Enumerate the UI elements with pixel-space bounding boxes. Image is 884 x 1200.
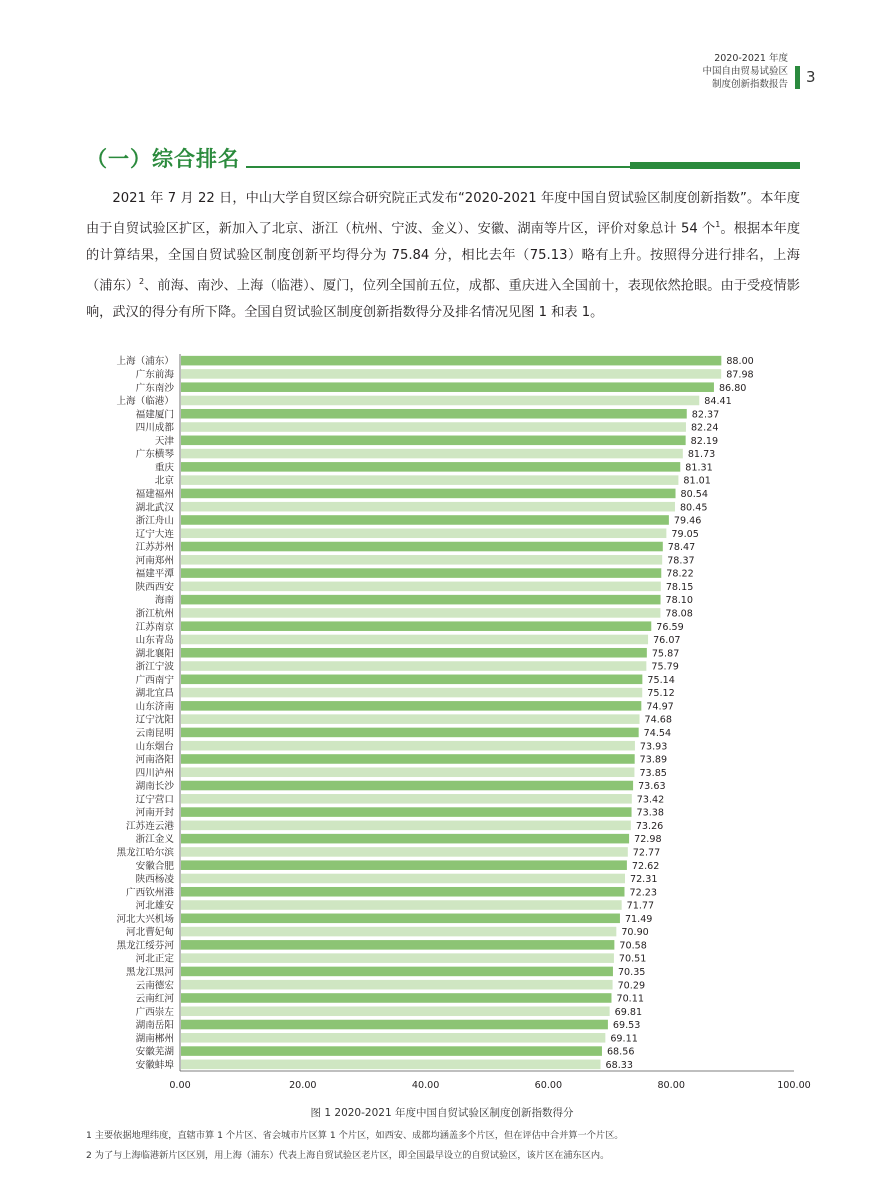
footnote-1: 1 主要依据地理纬度，直辖市算 1 个片区、省会城市片区算 1 个片区，如西安、成都均涵盖多个片区，但在评估中合并算一个片区。 — [86, 1130, 624, 1141]
category-label: 湖南郴州 — [135, 1033, 174, 1045]
header-report-line: 中国自由贸易试验区 — [702, 66, 788, 77]
category-label: 福建平潭 — [135, 568, 174, 580]
bar — [181, 940, 614, 950]
category-label: 福建福州 — [135, 489, 174, 501]
bar — [181, 475, 678, 485]
value-label: 71.49 — [624, 913, 653, 925]
value-label: 73.89 — [639, 754, 668, 766]
category-label: 云南德宏 — [135, 980, 174, 992]
bar — [181, 953, 614, 963]
value-label: 74.97 — [646, 701, 674, 713]
bar — [181, 648, 647, 658]
value-label: 82.37 — [691, 409, 720, 421]
bar — [181, 754, 635, 764]
category-label: 江苏南京 — [135, 621, 174, 633]
value-label: 69.81 — [614, 1006, 643, 1018]
value-label: 70.35 — [617, 967, 646, 979]
category-label: 重庆 — [154, 462, 174, 474]
category-label: 广西钦州港 — [126, 887, 174, 899]
bar — [181, 688, 642, 698]
bar — [181, 462, 680, 472]
value-label: 75.87 — [651, 648, 680, 660]
x-tick-label: 60.00 — [534, 1080, 563, 1091]
value-label: 86.80 — [718, 382, 747, 394]
bar — [181, 608, 660, 618]
paragraph-text-3: 、前海、南沙、上海（临港）、厦门，位列全国前五位，成都、重庆进入全国前十，表现依然抢眼。由于受疫情影响，武汉的得分有所下降。全国自贸试验区制度创新指数得分及排名情况见图 1 和表 1。 — [86, 278, 800, 320]
category-label: 河北雄安 — [135, 900, 174, 912]
category-label: 浙江金义 — [135, 834, 174, 846]
value-label: 78.15 — [665, 581, 694, 593]
bar — [181, 967, 613, 977]
value-label: 72.98 — [634, 834, 662, 846]
value-label: 70.29 — [617, 980, 646, 992]
category-label: 辽宁营口 — [135, 794, 174, 806]
category-label: 浙江宁波 — [135, 661, 174, 673]
x-tick-label: 20.00 — [289, 1080, 317, 1091]
category-label: 湖南长沙 — [135, 781, 174, 793]
value-label: 72.31 — [629, 874, 658, 886]
value-label: 70.11 — [616, 993, 644, 1005]
bar — [181, 449, 683, 459]
value-label: 73.63 — [638, 781, 666, 793]
category-label: 河南开封 — [135, 807, 174, 819]
bar — [181, 847, 628, 857]
value-label: 70.51 — [618, 953, 647, 965]
value-label: 78.10 — [665, 595, 694, 607]
bar — [181, 821, 631, 831]
bar — [181, 555, 662, 565]
category-label: 广西崇左 — [135, 1006, 174, 1018]
bar — [181, 409, 687, 419]
bar — [181, 396, 699, 406]
value-label: 76.59 — [656, 621, 684, 633]
category-label: 浙江舟山 — [135, 515, 174, 527]
paragraph-text-2: 。根据本年度的计算结果，全国自贸试验区制度创新平均得分为 75.84 分，相比去年（75.13）略有上升。按照得分进行排名，上海（浦东） — [86, 221, 801, 294]
page-number: 3 — [806, 68, 816, 86]
value-label: 72.23 — [629, 887, 657, 899]
bar — [181, 887, 624, 897]
category-label: 湖北宜昌 — [135, 688, 174, 700]
bar — [181, 728, 639, 738]
category-label: 山东烟台 — [135, 741, 174, 753]
value-label: 75.14 — [647, 674, 675, 686]
bar — [181, 502, 675, 512]
value-label: 81.31 — [685, 462, 713, 474]
category-label: 广西南宁 — [135, 674, 174, 686]
bar — [181, 781, 633, 791]
bar — [181, 369, 721, 379]
value-label: 74.68 — [644, 714, 673, 726]
bar — [181, 528, 666, 538]
value-label: 73.38 — [636, 807, 665, 819]
category-label: 辽宁沈阳 — [135, 714, 174, 726]
x-tick-label: 100.00 — [777, 1080, 811, 1091]
value-label: 71.77 — [626, 900, 655, 912]
bar — [181, 874, 625, 884]
bar — [181, 422, 686, 432]
bar — [181, 980, 613, 990]
category-label: 福建厦门 — [135, 409, 174, 421]
category-label: 黑龙江绥芬河 — [116, 940, 174, 952]
category-label: 广东南沙 — [135, 382, 174, 394]
bar — [181, 382, 714, 392]
bar — [181, 436, 686, 446]
value-label: 73.26 — [635, 820, 664, 832]
category-label: 山东青岛 — [135, 635, 174, 647]
value-label: 76.07 — [653, 635, 681, 647]
bar — [181, 621, 651, 631]
section-title: （一）综合排名 — [86, 147, 240, 171]
bar — [181, 515, 669, 525]
category-label: 北京 — [154, 475, 174, 487]
value-label: 87.98 — [726, 369, 754, 381]
bar — [181, 701, 641, 711]
category-label: 陕西西安 — [135, 581, 174, 593]
bar — [181, 542, 663, 552]
bar — [181, 595, 661, 605]
value-label: 72.77 — [632, 847, 661, 859]
value-label: 80.54 — [680, 489, 708, 501]
bar — [181, 1033, 605, 1043]
category-label: 上海（浦东） — [116, 356, 174, 368]
category-label: 云南红河 — [135, 993, 174, 1005]
value-label: 73.93 — [639, 741, 668, 753]
category-label: 广东前海 — [135, 369, 174, 381]
category-label: 湖北武汉 — [135, 502, 174, 514]
bar — [181, 767, 634, 777]
footnote-2: 2 为了与上海临港新片区区别，用上海（浦东）代表上海自贸试验区老片区，即全国最早设立的自贸试验区，该片区在浦东区内。 — [86, 1150, 610, 1161]
value-label: 80.45 — [679, 502, 708, 514]
bar — [181, 1020, 608, 1030]
category-label: 安徽蚌埠 — [135, 1059, 174, 1071]
bar — [181, 489, 676, 499]
category-label: 辽宁大连 — [135, 528, 174, 540]
category-label: 安徽芜湖 — [135, 1046, 174, 1058]
category-label: 黑龙江哈尔滨 — [116, 847, 174, 859]
category-label: 安徽合肥 — [135, 860, 174, 872]
category-label: 陕西杨凌 — [135, 874, 174, 886]
category-label: 湖南岳阳 — [135, 1020, 174, 1032]
bar — [181, 1046, 602, 1056]
category-label: 山东济南 — [135, 701, 174, 713]
bar — [181, 914, 620, 924]
value-label: 79.46 — [673, 515, 702, 527]
header-year: 2020-2021 年度 — [714, 53, 788, 64]
value-label: 68.56 — [606, 1046, 635, 1058]
bar — [181, 807, 632, 817]
footnote-ref-1[interactable]: 1 — [715, 220, 721, 230]
value-label: 78.47 — [667, 542, 696, 554]
category-label: 河北正定 — [135, 953, 174, 965]
category-label: 湖北襄阳 — [135, 648, 174, 660]
value-label: 84.41 — [704, 396, 732, 408]
value-label: 78.22 — [666, 568, 694, 580]
category-label: 广东横琴 — [135, 449, 174, 461]
category-label: 江苏苏州 — [135, 542, 174, 554]
bar — [181, 1006, 610, 1016]
value-label: 78.08 — [665, 608, 693, 620]
category-label: 河北大兴机场 — [116, 913, 174, 925]
value-label: 81.01 — [683, 475, 711, 487]
header-report-name: 制度创新指数报告 — [711, 79, 788, 90]
bar — [181, 582, 661, 592]
bar — [181, 993, 611, 1003]
category-label: 四川泸州 — [135, 767, 174, 779]
paragraph-text-1: 2021 年 7 月 22 日，中山大学自贸区综合研究院正式发布“2020-2021 年度中国自贸试验区制度创新指数”。本年度由于自贸试验区扩区，新加入了北京、浙江（杭州、宁波、金义）、安徽、湖南等片区，评价对象总计 54 个 — [86, 191, 800, 237]
bar — [181, 568, 661, 578]
value-label: 75.79 — [651, 661, 679, 673]
category-label: 云南昆明 — [135, 728, 174, 740]
value-label: 82.24 — [690, 422, 719, 434]
value-label: 73.85 — [639, 767, 667, 779]
value-label: 70.58 — [619, 940, 647, 952]
value-label: 72.62 — [631, 860, 660, 872]
category-label: 天津 — [154, 435, 174, 447]
bar — [181, 714, 640, 724]
x-tick-label: 40.00 — [411, 1080, 440, 1091]
value-label: 70.90 — [621, 927, 649, 939]
value-label: 78.37 — [667, 555, 695, 567]
value-label: 74.54 — [643, 728, 672, 740]
value-label: 73.42 — [636, 794, 665, 806]
value-label: 82.19 — [690, 435, 719, 447]
x-tick-label: 0.00 — [169, 1080, 191, 1091]
bar — [181, 860, 627, 870]
bar — [181, 794, 632, 804]
bar — [181, 927, 616, 937]
bar — [181, 834, 629, 844]
value-label: 69.53 — [612, 1020, 641, 1032]
category-label: 浙江杭州 — [135, 608, 174, 620]
category-label: 黑龙江黑河 — [126, 967, 174, 979]
bar — [181, 900, 622, 910]
category-label: 上海（临港） — [116, 396, 174, 408]
category-label: 河南郑州 — [135, 555, 174, 567]
x-tick-label: 80.00 — [657, 1080, 685, 1091]
value-label: 75.12 — [647, 688, 675, 700]
footnote-ref-2[interactable]: 2 — [139, 277, 145, 287]
figure-caption: 图 1 2020-2021 年度中国自贸试验区制度创新指数得分 — [310, 1107, 574, 1119]
bar — [181, 1060, 601, 1070]
category-label: 河北曹妃甸 — [126, 927, 174, 939]
value-label: 79.05 — [671, 528, 699, 540]
category-label: 海南 — [154, 595, 174, 607]
value-label: 81.73 — [687, 449, 716, 461]
category-label: 四川成都 — [135, 422, 174, 434]
value-label: 88.00 — [726, 356, 754, 368]
bar — [181, 661, 646, 671]
value-label: 68.33 — [605, 1059, 634, 1071]
bar — [181, 356, 721, 366]
bar — [181, 741, 635, 751]
bar — [181, 675, 642, 685]
category-label: 江苏连云港 — [126, 820, 174, 832]
bar — [181, 635, 648, 645]
category-label: 河南洛阳 — [135, 754, 174, 766]
value-label: 69.11 — [610, 1033, 638, 1045]
